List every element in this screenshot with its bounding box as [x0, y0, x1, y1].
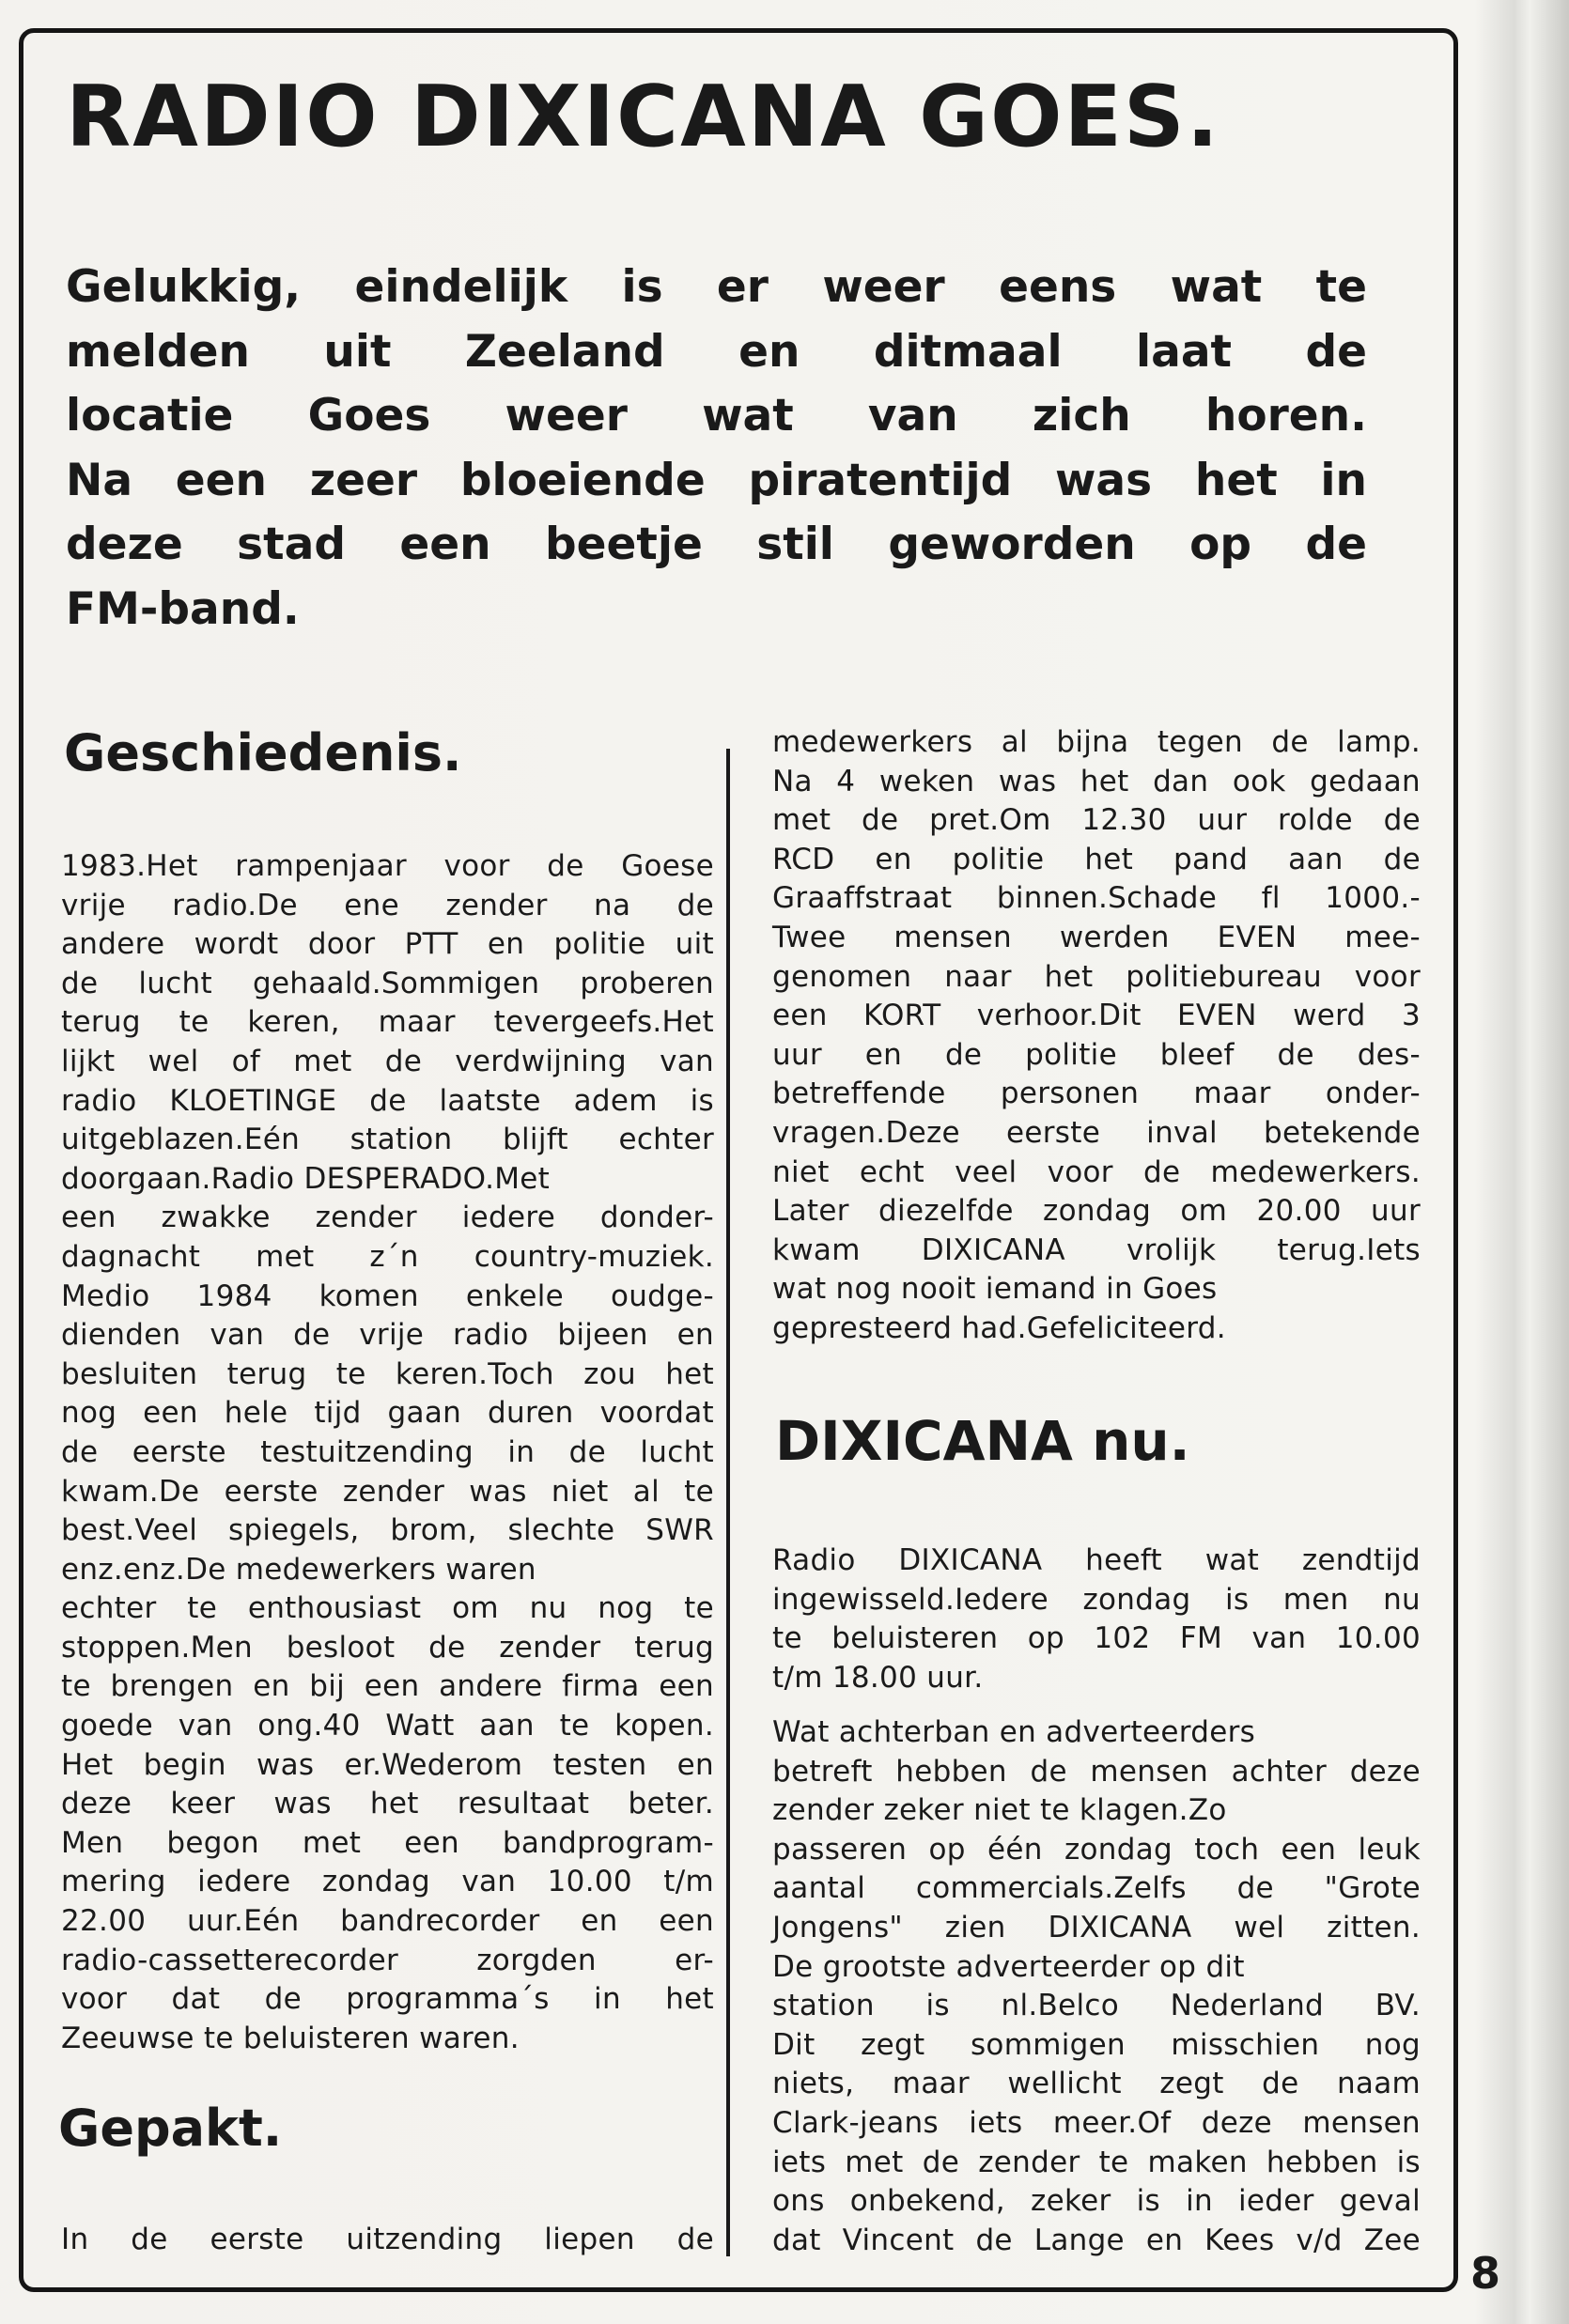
text-line: uur en de politie bleef de des-: [772, 1037, 1421, 1072]
text-line: Jongens" zien DIXICANA wel zitten.: [772, 1910, 1421, 1944]
heading-text: DIXICANA nu.: [775, 1409, 1190, 1473]
text-line: Zeeuwse te beluisteren waren.: [61, 2021, 520, 2055]
text-line: terug te keren, maar tevergeefs.Het: [61, 1005, 714, 1040]
text-line: ons onbekend, zeker is in ieder geval: [772, 2184, 1421, 2219]
text-line: Na 4 weken was het dan ook gedaan: [772, 764, 1421, 798]
text-line: voor dat de programma´s in het: [61, 1982, 714, 2017]
text-line: gepresteerd had.Gefeliciteerd.: [772, 1310, 1226, 1345]
text-line: nog een hele tijd gaan duren voordat: [61, 1396, 714, 1431]
text-line: te beluisteren op 102 FM van 10.00: [772, 1621, 1421, 1656]
text-line: kwam.De eerste zender was niet al te: [61, 1474, 714, 1509]
text-line: met de pret.Om 12.30 uur rolde de: [772, 803, 1421, 838]
text-line: dagnacht met z´n country-muziek.: [61, 1239, 714, 1274]
text-line: FM-band.: [66, 582, 300, 635]
text-line: uitgeblazen.Eén station blijft echter: [61, 1123, 714, 1157]
text-line: vrije radio.De ene zender na de: [61, 888, 714, 922]
text-line: dat Vincent de Lange en Kees v/d Zee: [772, 2223, 1421, 2257]
text-line: Wat achterban en adverteerders: [772, 1715, 1256, 1749]
text-line: aantal commercials.Zelfs de "Grote: [772, 1871, 1421, 1906]
text-line: De grootste adverteerder op dit: [772, 1949, 1245, 1984]
heading-geschiedenis: Geschiedenis.: [64, 723, 462, 782]
text-line: mering iedere zondag van 10.00 t/m: [61, 1865, 714, 1899]
text-line: radio KLOETINGE de laatste adem is: [61, 1083, 714, 1118]
text-line: te brengen en bij een andere firma een: [61, 1669, 714, 1704]
text-line: deze keer was het resultaat beter.: [61, 1787, 714, 1821]
text-line: kwam DIXICANA vrolijk terug.Iets: [772, 1232, 1421, 1267]
text-line: melden uit Zeeland en ditmaal laat de: [66, 325, 1367, 378]
text-line: best.Veel spiegels, brom, slechte SWR: [61, 1513, 714, 1548]
text-line: Medio 1984 komen enkele oudge-: [61, 1278, 714, 1313]
text-line: Dit zegt sommigen misschien nog: [772, 2027, 1421, 2062]
text-line: andere wordt door PTT en politie uit: [61, 927, 714, 962]
text-line: een zwakke zender iedere donder-: [61, 1201, 714, 1235]
intro-paragraph: [66, 256, 1367, 642]
text-line: niets, maar wellicht zegt de naam: [772, 2067, 1421, 2101]
text-line: RCD en politie het pand aan de: [772, 842, 1421, 876]
text-line: dienden van de vrije radio bijeen en: [61, 1318, 714, 1353]
text-line: goede van ong.40 Watt aan te kopen.: [61, 1709, 714, 1743]
text-line: stoppen.Men besloot de zender terug: [61, 1630, 714, 1665]
text-line: een KORT verhoor.Dit EVEN werd 3: [772, 999, 1421, 1033]
text-line: ingewisseld.Iedere zondag is men nu: [772, 1582, 1421, 1617]
text-line: zender zeker niet te klagen.Zo: [772, 1793, 1227, 1828]
text-line: Gelukkig, eindelijk is er weer eens wat te: [66, 261, 1367, 313]
text-line: genomen naar het politiebureau voor: [772, 959, 1421, 994]
text-line: radio-cassetterecorder zorgden er-: [61, 1943, 714, 1977]
text-line: besluiten terug te keren.Toch zou het: [61, 1356, 714, 1391]
text-line: station is nl.Belco Nederland BV.: [772, 1989, 1421, 2023]
text-line: locatie Goes weer wat van zich horen.: [66, 390, 1367, 442]
text-line: wat nog nooit iemand in Goes: [772, 1272, 1218, 1307]
text-line: passeren op één zondag toch een leuk: [772, 1832, 1421, 1867]
now-paragraph-2: [772, 1713, 1421, 2260]
text-line: vragen.Deze eerste inval betekende: [772, 1115, 1421, 1150]
text-line: Na een zeer bloeiende piratentijd was het in: [66, 454, 1367, 506]
text-line: de lucht gehaald.Sommigen proberen: [61, 966, 714, 1000]
caught-text-continued: [772, 723, 1421, 1349]
heading-gepakt: Gepakt.: [58, 2099, 283, 2158]
text-line: lijkt wel of met de verdwijning van: [61, 1044, 714, 1078]
text-line: betreffende personen maar onder-: [772, 1077, 1421, 1111]
text-line: Clark-jeans iets meer.Of deze mensen: [772, 2105, 1421, 2140]
heading-dixicana-nu: [775, 1409, 1190, 1473]
history-text: [61, 847, 714, 2058]
text-line: de eerste testuitzending in de lucht: [61, 1434, 714, 1469]
text-line: betreft hebben de mensen achter deze: [772, 1754, 1421, 1789]
text-line: Het begin was er.Wederom testen en: [61, 1747, 714, 1782]
column-divider: [726, 749, 730, 2256]
article-title: RADIO DIXICANA GOES.: [66, 68, 1220, 166]
text-line: Radio DIXICANA heeft wat zendtijd: [772, 1543, 1421, 1577]
text-line: t/m 18.00 uur.: [772, 1660, 984, 1695]
text-line: Men begon met een bandprogram-: [61, 1825, 714, 1860]
text-line: deze stad een beetje stil geworden op de: [66, 519, 1367, 570]
text-line: 22.00 uur.Eén bandrecorder en een: [61, 1904, 714, 1939]
text-line: niet echt veel voor de medewerkers.: [772, 1154, 1421, 1189]
text-line: In de eerste uitzending liepen de: [61, 2223, 714, 2256]
text-line: echter te enthousiast om nu nog te: [61, 1591, 714, 1626]
text-line: iets met de zender te maken hebben is: [772, 2145, 1421, 2179]
text-line: medewerkers al bijna tegen de lamp.: [772, 725, 1421, 759]
text-line: doorgaan.Radio DESPERADO.Met: [61, 1161, 551, 1196]
text-line: Graaffstraat binnen.Schade fl 1000.-: [772, 881, 1421, 916]
now-paragraph-1: [772, 1542, 1421, 1697]
text-line: Twee mensen werden EVEN mee-: [772, 920, 1421, 954]
page-number: 8: [1470, 2248, 1501, 2299]
caught-text-start: [61, 2221, 714, 2260]
text-line: Later diezelfde zondag om 20.00 uur: [772, 1194, 1421, 1229]
text-line: enz.enz.De medewerkers waren: [61, 1552, 536, 1587]
text-line: 1983.Het rampenjaar voor de Goese: [61, 849, 714, 883]
